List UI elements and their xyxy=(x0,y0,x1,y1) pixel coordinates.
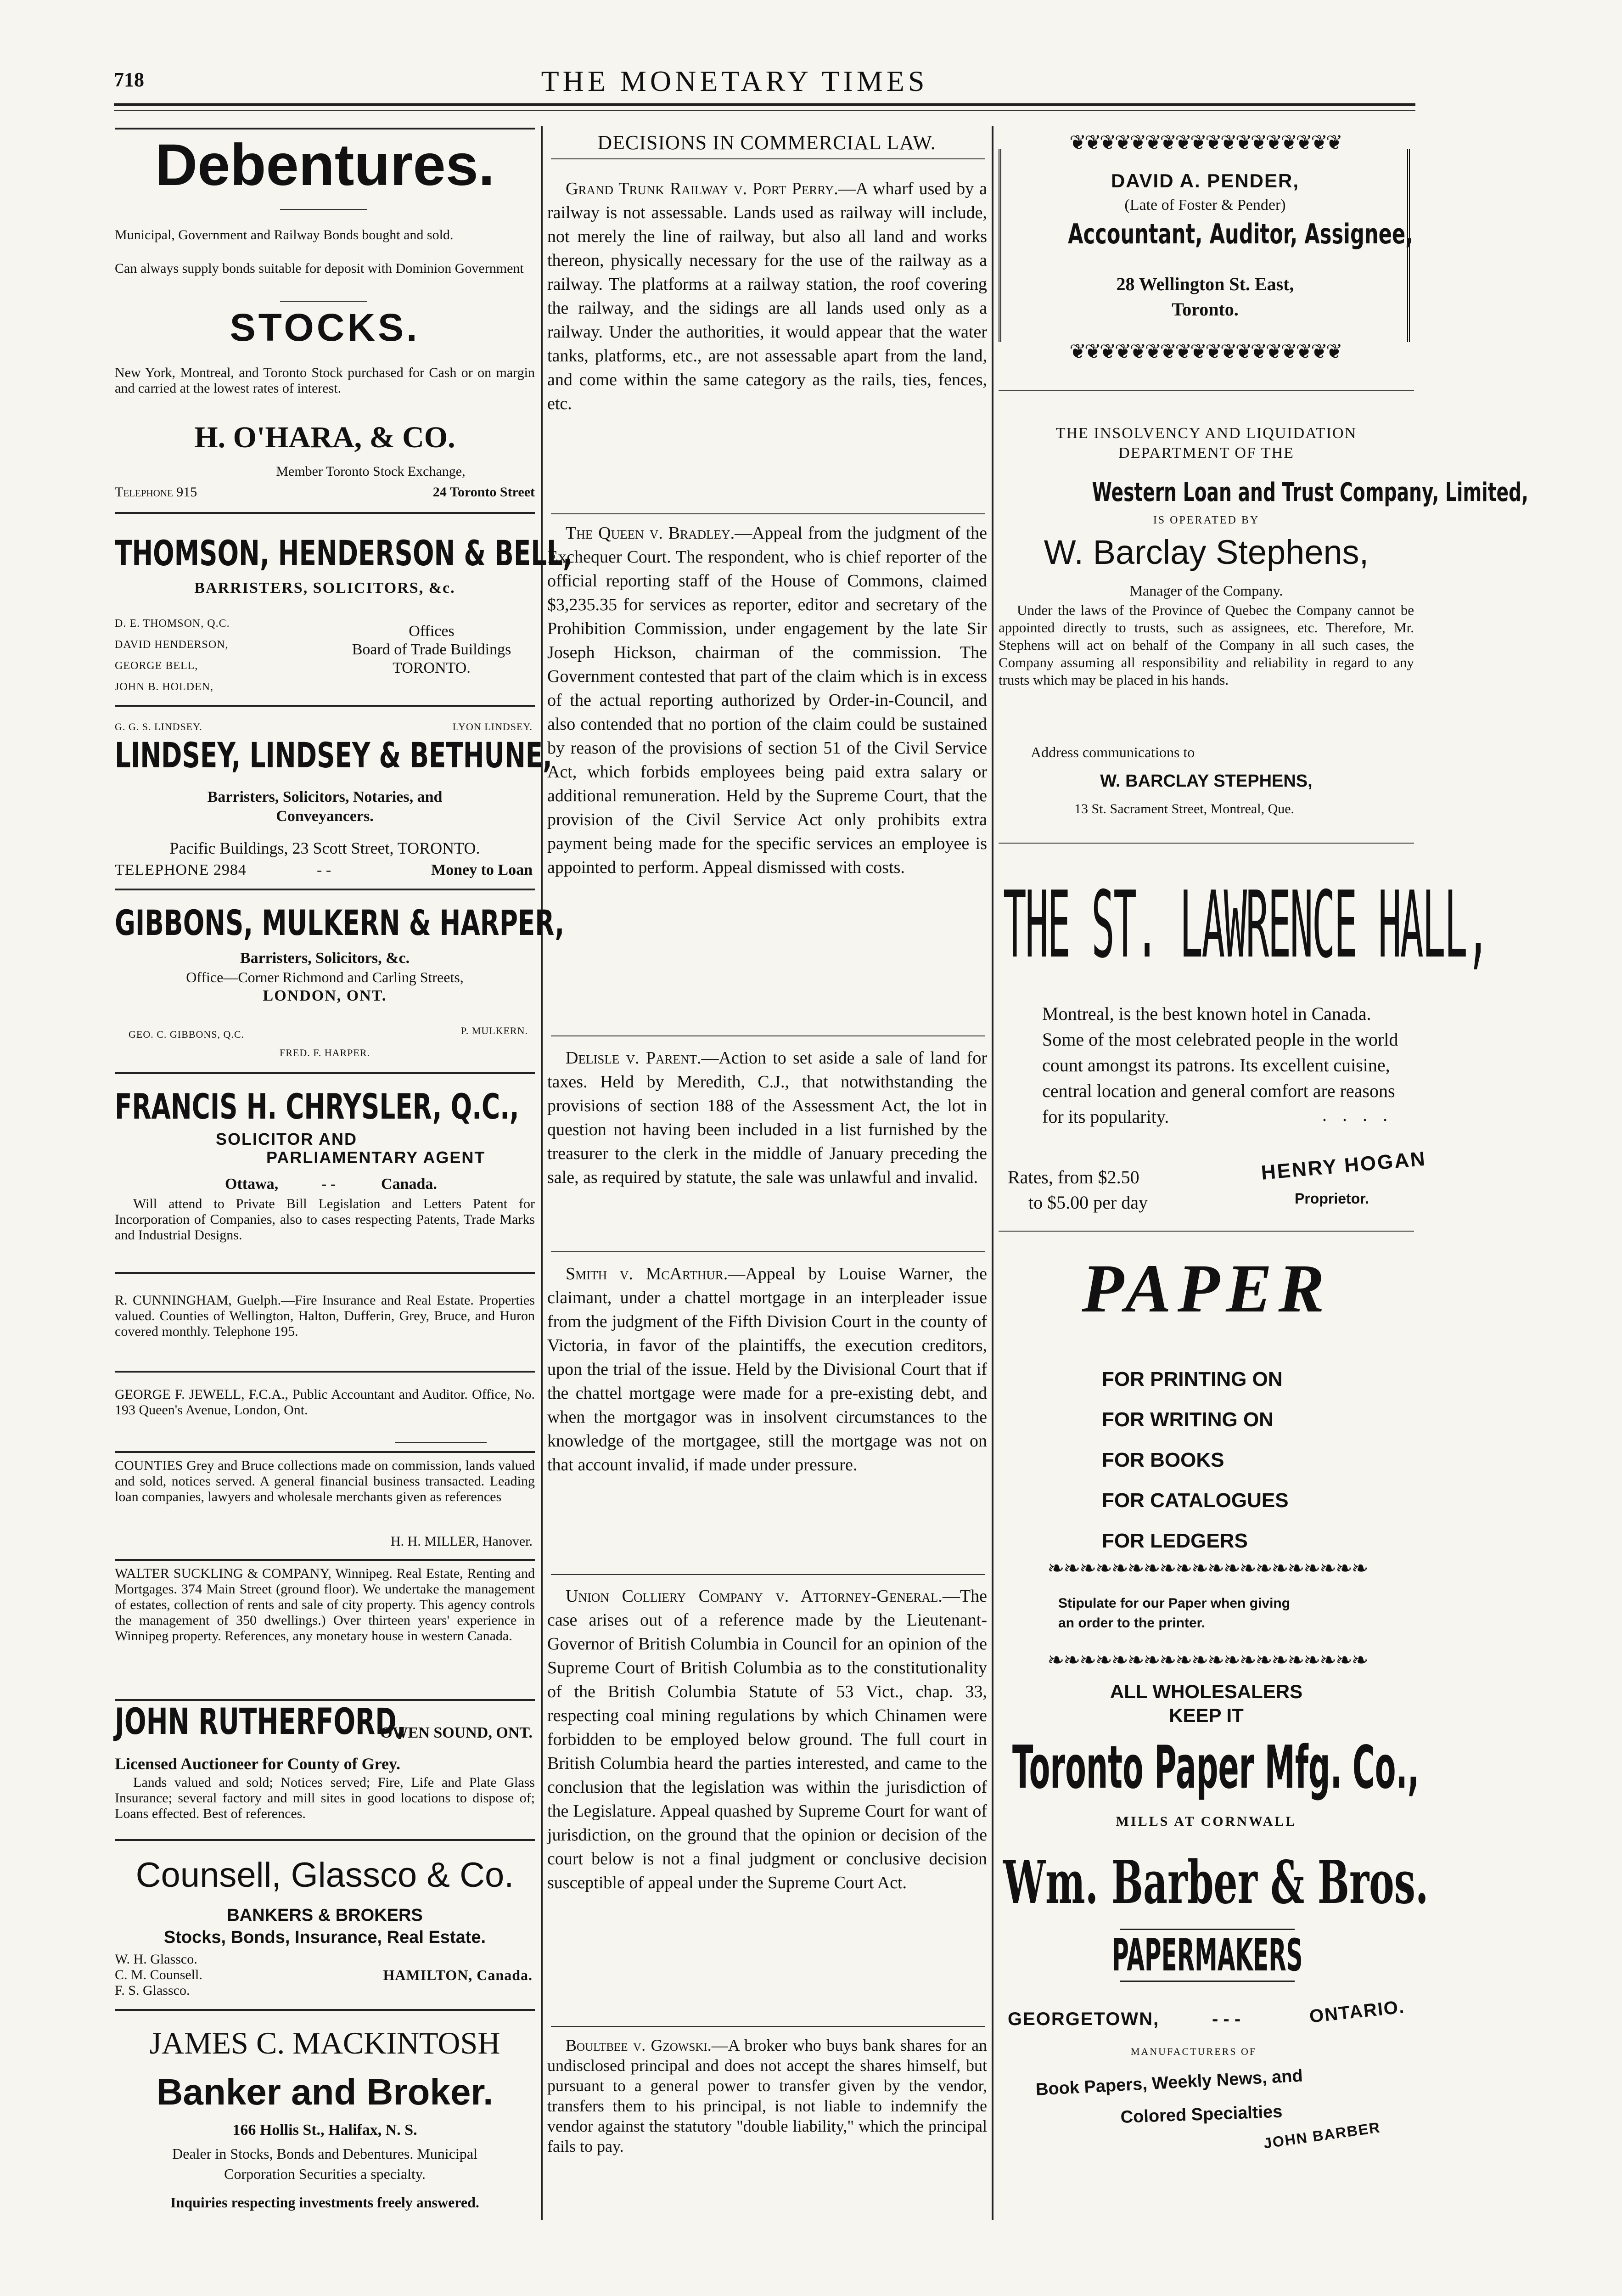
column-rule-2 xyxy=(992,126,993,2220)
lindsey-telephone: TELEPHONE 2984 xyxy=(115,861,247,878)
insolvency-manager: Manager of the Company. xyxy=(1129,582,1283,599)
jewell-ad: GEORGE F. JEWELL, F.C.A., Public Accountant and Auditor. Office, No. 193 Queen's Avenue, London, Ont. xyxy=(115,1387,535,1418)
lindsey-sub: Barristers, Solicitors, Notaries, and Conveyancers. xyxy=(207,788,443,825)
stocks-text: New York, Montreal, and Toronto Stock purchased for Cash or on margin and carried at the lowest rates of interest. xyxy=(115,365,535,396)
ohara-member: Member Toronto Stock Exchange, xyxy=(276,464,466,479)
pender-card: ❦❦❦❦❦❦❦❦❦❦❦❦❦❦❦❦❦❦ ❦❦❦❦❦❦❦❦❦❦❦❦❦❦❦❦❦❦ xyxy=(999,131,1412,360)
paper-items: FOR PRINTING ON FOR WRITING ON FOR BOOKS FOR CATALOGUES FOR LEDGERS xyxy=(1102,1368,1289,1552)
gibbons-office: Office—Corner Richmond and Carling Streets, xyxy=(186,969,464,985)
paper-stip1: Stipulate for our Paper when giving xyxy=(1058,1596,1291,1611)
gibbons-sub: Barristers, Solicitors, &c. xyxy=(240,950,410,967)
counsell-title: Counsell, Glassco & Co. xyxy=(135,1856,514,1895)
lindsey-right: LYON LINDSEY. xyxy=(452,721,533,732)
decision-boultbee-gzowski: Boultbee v. Gzowski.—A broker who buys bank shares for an undisclosed principal and does not accept the shares himself, but pursuant to a general power to transfer given by the vendor, transfers them to his principal, is not liable to indemnify the vendor against the statutory "double liability," which the principal fails to pay. xyxy=(547,2036,987,2155)
barber-georgetown: GEORGETOWN, xyxy=(1008,2009,1160,2029)
barber-sign: JOHN BARBER xyxy=(1263,2119,1382,2152)
hall-rates1: Rates, from $2.50 xyxy=(1008,1167,1139,1187)
decision-delisle-parent: Delisle v. Parent.—Action to set aside a sale of land for taxes. Held by Meredith, C.J., that notwithstanding the provisions of section 188 of the Assessment Act, the lot in question not having been included in a list furnished by the treasurer to the clerk in the middle of January preceding the sale, as required by statute, the sale was unlawful and invalid. xyxy=(547,1048,987,1187)
counties-sign: H. H. MILLER, Hanover. xyxy=(390,1534,533,1549)
stocks-title: STOCKS. xyxy=(230,306,420,349)
debentures-line1: Municipal, Government and Railway Bonds bought and sold. xyxy=(115,227,454,242)
chrysler-place: Ottawa, xyxy=(225,1176,279,1193)
paper-title: PAPER xyxy=(1082,1250,1331,1327)
insolvency-company: Western Loan and Trust Company, Limited, xyxy=(1092,478,1528,507)
insolvency-text: Under the laws of the Province of Quebec the Company cannot be appointed directly to trusts, such as assignees, etc. Therefore, Mr. Stephens will act on behalf of the Company in all such cases, the Company assuming all responsibility and reliability in regard to any trusts which may be placed in his hands. xyxy=(999,602,1414,688)
lindsey-money: Money to Loan xyxy=(431,861,533,878)
rutherford-text: Lands valued and sold; Notices served; Fire, Life and Plate Glass Insurance; several factory and mill sites in good locations to dispose of; Loans effected. Best of references. xyxy=(115,1775,535,1821)
gibbons-city: LONDON, ONT. xyxy=(263,987,387,1004)
thomson-names: D. E. THOMSON, Q.C. DAVID HENDERSON, GEORGE BELL, JOHN B. HOLDEN, xyxy=(115,618,230,693)
mackintosh-sub: Banker and Broker. xyxy=(156,2071,494,2112)
hall-rates2: to $5.00 per day xyxy=(1028,1192,1148,1213)
page-number: 718 xyxy=(114,68,144,91)
debentures-title: Debentures. xyxy=(155,132,495,198)
insolvency-address-comm: Address communications to xyxy=(1031,744,1195,760)
mackintosh-address: 166 Hollis St., Halifax, N. S. xyxy=(232,2122,417,2138)
insolvency-line2: DEPARTMENT OF THE xyxy=(1118,445,1294,461)
rutherford-title: JOHN RUTHERFORD, xyxy=(115,1701,407,1743)
column-rule-1 xyxy=(541,126,543,2220)
pender-address: 28 Wellington St. East, xyxy=(1116,274,1294,294)
chrysler-text: Will attend to Private Bill Legislation and Letters Patent for Incorporation of Companies, also to cases respecting Patents, Trade Marks and Industrial Designs. xyxy=(115,1196,535,1243)
rutherford-sub: Licensed Auctioneer for County of Grey. xyxy=(115,1755,400,1773)
barber-line2: Colored Specialties xyxy=(1120,2102,1283,2127)
decision-queen-bradley: The Queen v. Bradley.—Appeal from the judgment of the Exchequer Court. The respondent, who is chief reporter of the official reporting staff of the House of Commons, claimed $3,235.35 for services as reporter, editor and secretary of the Prohibition Commission, under engagement by the late Sir Joseph Hickson, chairman of the commission. The Government contested that part of the claim which is in excess of the actual reporting authorized by Order-in-Council, and also contended that no portion of the claim could be sustained by reason of the provisions of section 51 of the Civil Service Act, which forbids employees being paid extra salary or additional remuneration. Held by the Supreme Court, that the provision of the Civil Service Act only prohibits extra payment being made for the specific services an employee is appointed to perform. Appeal dismissed with costs. xyxy=(547,523,987,877)
thomson-title: THOMSON, HENDERSON & BELL, xyxy=(115,533,572,574)
paper-ornament-2: ❧❧❧❧❧❧❧❧❧❧❧❧❧❧❧❧❧❧❧❧ xyxy=(1047,1649,1368,1671)
thomson-subtitle: BARRISTERS, SOLICITORS, &c. xyxy=(194,580,455,597)
lindsey-address: Pacific Buildings, 23 Scott Street, TORONTO. xyxy=(169,839,480,857)
mackintosh-title: JAMES C. MACKINTOSH xyxy=(149,2026,500,2060)
decision-grand-trunk: Grand Trunk Railway v. Port Perry.—A wharf used by a railway is not assessable. Lands used as railway will include, not merely the line of railway, but also all land and works thereon, physically necessary for the use of the railway as a railway. The platforms at a railway station, the roof covering the railway, and the sidings are all lands used only as a railway. Under the authorities, it would appear that the water tanks, platforms, etc., are not assessable apart from the land, and come within the same category as the rails, ties, fences, etc. xyxy=(547,179,987,413)
decision-union-colliery: Union Colliery Company v. Attorney-General.—The case arises out of a reference made by the Lieutenant-Governor of British Columbia in Council for an opinion of the Supreme Court of British Columbia as to the constitutionality of the British Columbia Statute of 53 Vict., chap. 33, respecting coal mining regulations by which Chinamen were forbidden to be employed below ground. The full court in British Columbia heard the parties interested, and came to the conclusion that the legislation was within the jurisdiction of the Legislature. Appeal quashed by Supreme Court for want of jurisdiction, on the ground that the opinion or decision of the court below is not a final judgment or conclusive decision susceptible of appeal under the Supreme Court Act. xyxy=(547,1587,987,1892)
barber-line1: Book Papers, Weekly News, and xyxy=(1035,2066,1303,2099)
chrysler-dashes: - - xyxy=(321,1176,336,1193)
lindsey-dashes: - - xyxy=(317,861,331,878)
barber-dashes: - - - xyxy=(1212,2009,1241,2029)
counsell-city: HAMILTON, Canada. xyxy=(383,1967,533,1983)
hall-proprietor: Proprietor. xyxy=(1295,1190,1369,1207)
rutherford-place: OWEN SOUND, ONT. xyxy=(380,1724,533,1741)
pender-name: DAVID A. PENDER, xyxy=(1111,170,1300,191)
ohara-address: 24 Toronto Street xyxy=(432,484,535,500)
counsell-sub2: Stocks, Bonds, Insurance, Real Estate. xyxy=(163,1928,486,1947)
hall-text: Montreal, is the best known hotel in Canada. Some of the most celebrated people in the world count amongst its patrons. Its excellent cuisine, central location and general comfort are reasons for its popularity. xyxy=(1042,1003,1398,1127)
gibbons-right: P. MULKERN. xyxy=(460,1025,528,1036)
counsell-sub1: BANKERS & BROKERS xyxy=(227,1906,423,1925)
pender-role: Accountant, Auditor, Assignee, xyxy=(1068,218,1413,250)
hall-dots: . . . . xyxy=(1322,1104,1393,1125)
insolvency-line1: THE INSOLVENCY AND LIQUIDATION xyxy=(1055,425,1357,442)
counties-ad: COUNTIES Grey and Bruce collections made on commission, lands valued and sold, notices served. A general financial business transacted. Leading loan companies, lawyers and wholesale merchants given as references xyxy=(115,1458,535,1504)
hall-title: THE ST. LAWRENCE HALL, xyxy=(1003,872,1489,979)
paper-stip2: an order to the printer. xyxy=(1058,1615,1206,1631)
insolvency-operated: IS OPERATED BY xyxy=(1153,514,1260,526)
insolvency-name2: W. BARCLAY STEPHENS, xyxy=(1100,771,1313,791)
barber-ontario: ONTARIO. xyxy=(1308,1997,1406,2027)
hall-owner: HENRY HOGAN xyxy=(1260,1147,1427,1184)
paper-toronto: Toronto Paper Mfg. Co., xyxy=(1012,1733,1420,1802)
chrysler-sub2: PARLIAMENTARY AGENT xyxy=(266,1148,486,1167)
header-rule xyxy=(114,103,1415,106)
gibbons-title: GIBBONS, MULKERN & HARPER, xyxy=(115,902,565,943)
chrysler-title: FRANCIS H. CHRYSLER, Q.C., xyxy=(115,1086,519,1127)
barber-title: Wm. Barber & Bros. xyxy=(1003,1848,1429,1917)
gibbons-bottom: FRED. F. HARPER. xyxy=(279,1047,370,1058)
ohara-firm: H. O'HARA, & CO. xyxy=(194,421,455,454)
gibbons-left: GEO. C. GIBBONS, Q.C. xyxy=(129,1029,245,1040)
lindsey-title: LINDSEY, LINDSEY & BETHUNE, xyxy=(115,735,552,776)
decision-smith-mcarthur: Smith v. McArthur.—Appeal by Louise Warner, the claimant, under a chattel mortgage in an interpleader issue from the judgment of the Fifth Division Court in the county of Victoria, in favor of the plaintiffs, the execution creditors, upon the trial of the issue. Held by the Divisional Court that if the chattel mortgage were made for a pre-existing debt, and when the mortgagor was in insolvent circumstances to the knowledge of the mortgagee, still the mortgage was not on that account invalid, if made under pressure. xyxy=(547,1264,987,1474)
insolvency-name: W. Barclay Stephens, xyxy=(1044,533,1369,571)
lindsey-left: G. G. S. LINDSEY. xyxy=(115,721,202,732)
barber-mfr: MANUFACTURERS OF xyxy=(1130,2046,1257,2057)
paper-whole1: ALL WHOLESALERS xyxy=(1110,1681,1303,1702)
pender-late: (Late of Foster & Pender) xyxy=(1124,197,1286,214)
suckling-ad: WALTER SUCKLING & COMPANY, Winnipeg. Real Estate, Renting and Mortgages. 374 Main Street (ground floor). We undertake the management of estates, collection of rents and sale of city property. This agency controls the management of 350 dwellings.) Over thirteen years' experience in Winnipeg property. References, any monetary house in western Canada. xyxy=(115,1566,535,1643)
chrysler-country: Canada. xyxy=(381,1176,437,1193)
barber-papermakers-box: PAPERMAKERS xyxy=(1112,1930,1303,1981)
chrysler-sub1: SOLICITOR AND xyxy=(216,1130,358,1148)
insolvency-street: 13 St. Sacrament Street, Montreal, Que. xyxy=(1074,801,1295,816)
ohara-telephone: Telephone 915 xyxy=(115,484,197,500)
thomson-offices: Offices Board of Trade Buildings TORONTO. xyxy=(352,623,511,676)
decisions-heading: DECISIONS IN COMMERCIAL LAW. xyxy=(597,131,936,154)
counsell-names: W. H. Glassco. C. M. Counsell. F. S. Glassco. xyxy=(115,1952,202,1998)
paper-whole2: KEEP IT xyxy=(1169,1705,1244,1726)
paper-mills: MILLS AT CORNWALL xyxy=(1116,1814,1297,1829)
paper-ornament-1: ❧❧❧❧❧❧❧❧❧❧❧❧❧❧❧❧❧❧❧❧ xyxy=(1047,1557,1368,1580)
journal-title: THE MONETARY TIMES xyxy=(541,65,928,97)
debentures-line2: Can always supply bonds suitable for deposit with Dominion Government xyxy=(115,261,524,276)
mackintosh-text: Dealer in Stocks, Bonds and Debentures. Municipal Corporation Securities a specialty. Inquiries respecting investments freely answered. xyxy=(170,2145,479,2211)
pender-city: Toronto. xyxy=(1172,299,1239,320)
cunningham-ad: R. CUNNINGHAM, Guelph.—Fire Insurance and Real Estate. Properties valued. Counties of Wellington, Halton, Dufferin, Grey, Bruce, and Huron covered monthly. Telephone 195. xyxy=(115,1293,535,1339)
